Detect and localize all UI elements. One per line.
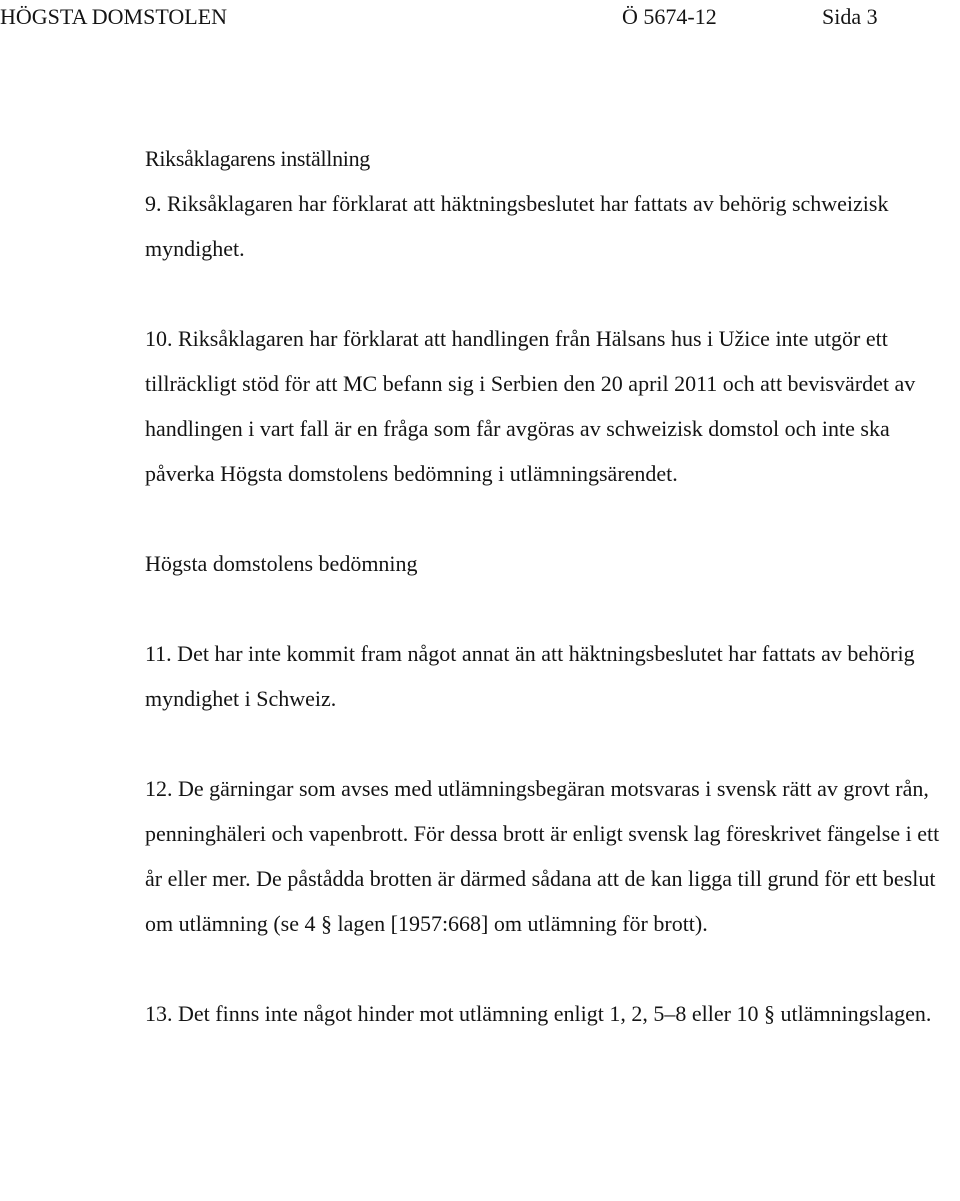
paragraph-12: 12. De gärningar som avses med utlämningsbegäran motsvaras i svensk rätt av grovt rån, penninghäleri och vapenbrott. För dessa brott är enligt svensk lag föreskrivet fängelse i ett år eller mer. De påstådda brotten är därmed sådana att de kan ligga till grund för ett beslut om utlämning (se 4 § lagen [1957:668] om utlämning för brott).: [145, 776, 940, 936]
paragraph-13: 13. Det finns inte något hinder mot utlämning enligt 1, 2, 5–8 eller 10 § utlämningslagen.: [145, 1001, 932, 1026]
paragraph-11: 11. Det har inte kommit fram något annat än att häktningsbeslutet har fattats av behörig myndighet i Schweiz.: [145, 641, 915, 711]
section-heading-assessment: Högsta domstolens bedömning: [145, 551, 418, 576]
document-body: [145, 136, 960, 1036]
court-name: HÖGSTA DOMSTOLEN: [0, 4, 228, 29]
paragraph-10: 10. Riksåklagaren har förklarat att handlingen från Hälsans hus i Užice inte utgör ett tillräckligt stöd för att MC befann sig i Serbien den 20 april 2011 och att bevisvärdet av handlingen i vart fall är en fråga som får avgöras av schweizisk domstol och inte ska påverka Högsta domstolens bedömning i utlämningsärendet.: [145, 326, 916, 486]
section-heading-prosecutor: Riksåklagarens inställning: [145, 146, 370, 171]
page-header: [0, 0, 960, 34]
paragraph-9: 9. Riksåklagaren har förklarat att häktningsbeslutet har fattats av behörig schweizisk myndighet.: [145, 191, 889, 261]
page-number: Sida 3: [822, 4, 878, 29]
case-number: Ö 5674-12: [622, 4, 717, 29]
